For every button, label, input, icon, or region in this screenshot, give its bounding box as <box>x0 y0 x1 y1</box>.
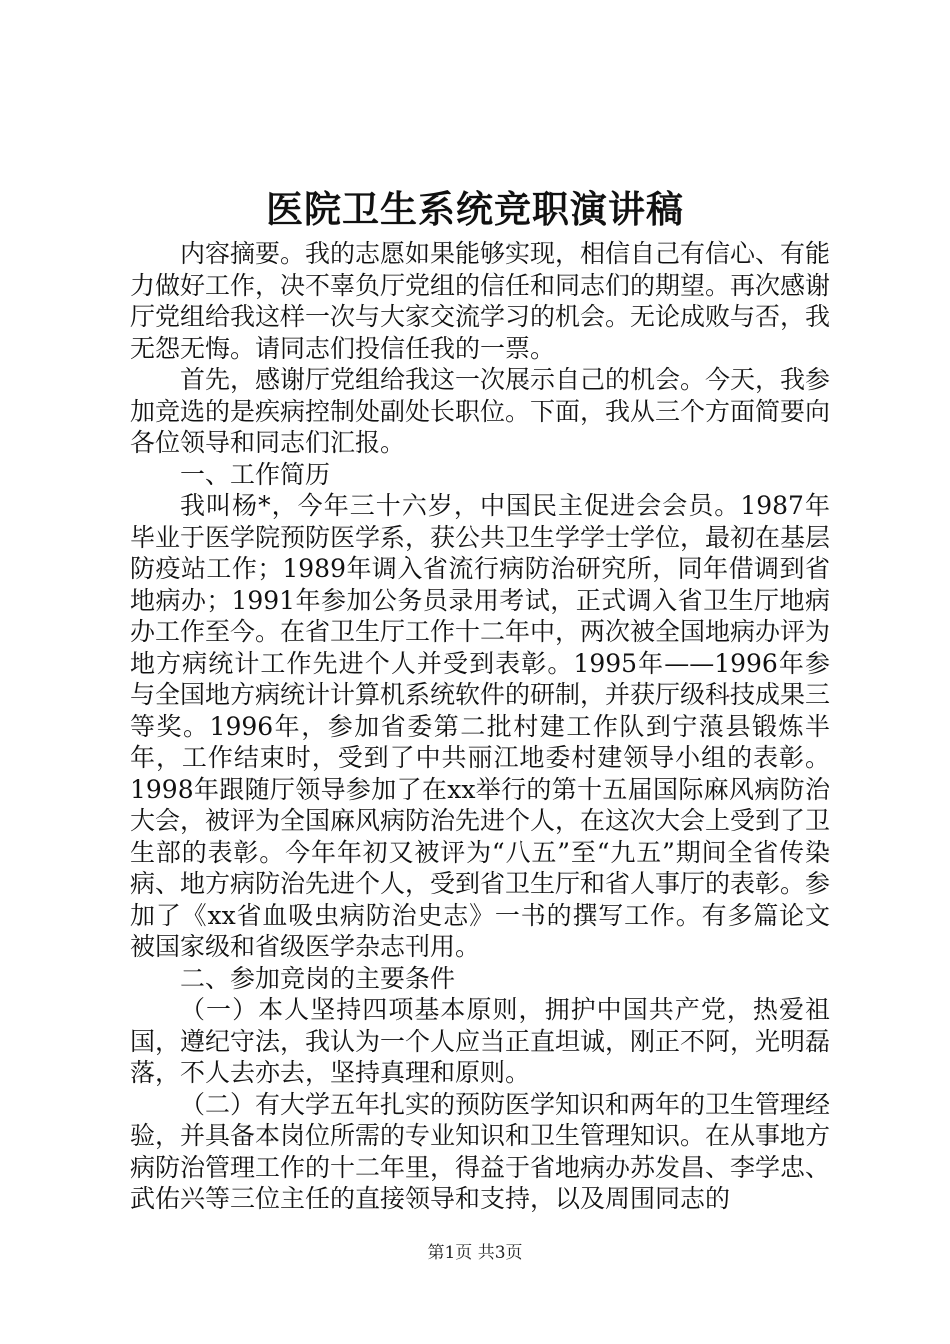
paragraph-condition-1: （一）本人坚持四项基本原则，拥护中国共产党，热爱祖国，遵纪守法，我认为一个人应当正直坦诚，刚正不阿，光明磊落，不人去亦去，坚持真理和原则。 <box>130 995 831 1087</box>
paragraph-intro: 首先，感谢厅党组给我这一次展示自己的机会。今天，我参加竞选的是疾病控制处副处长职位。下面，我从三个方面简要向各位领导和同志们汇报。 <box>130 365 831 457</box>
paragraph-work-history: 我叫杨*，今年三十六岁，中国民主促进会会员。1987年毕业于医学院预防医学系，获公共卫生学学士学位，最初在基层防疫站工作；1989年调入省流行病防治研究所，同年借调到省地病办；1991年参加公务员录用考试，正式调入省卫生厅地病办工作至今。在省卫生厅工作十二年中，两次被全国地病办评为地方病统计工作先进个人并受到表彰。1995年——1996年参与全国地方病统计计算机系统软件的研制，并获厅级科技成果三等奖。1996年，参加省委第二批村建工作队到宁蒗县锻炼半年，工作结束时，受到了中共丽江地委村建领导小组的表彰。1998年跟随厅领导参加了在xx举行的第十五届国际麻风病防治大会，被评为全国麻风病防治先进个人，在这次大会上受到了卫生部的表彰。今年年初又被评为“八五”至“九五”期间全省传染病、地方病防治先进个人，受到省卫生厅和省人事厅的表彰。参加了《xx省血吸虫病防治史志》一书的撰写工作。有多篇论文被国家级和省级医学杂志刊用。 <box>130 491 831 961</box>
document-title: 医院卫生系统竞职演讲稿 <box>266 187 684 231</box>
paragraph-summary: 内容摘要。我的志愿如果能够实现，相信自己有信心、有能力做好工作，决不辜负厅党组的信任和同志们的期望。再次感谢厅党组给我这样一次与大家交流学习的机会。无论成败与否，我无怨无悔。请同志们投信任我的一票。 <box>130 239 831 363</box>
paragraph-condition-2: （二）有大学五年扎实的预防医学知识和两年的卫生管理经验，并具备本岗位所需的专业知识和卫生管理知识。在从事地方病防治管理工作的十二年里，得益于省地病办苏发昌、李学忠、武佑兴等三位主任的直接领导和支持，以及周围同志的 <box>130 1089 831 1213</box>
section-heading-work-history: 一、工作简历 <box>180 459 331 489</box>
section-heading-conditions: 二、参加竞岗的主要条件 <box>180 963 456 993</box>
document-body <box>130 238 830 1215</box>
page-footer: 第1页 共3页 <box>427 1243 523 1263</box>
